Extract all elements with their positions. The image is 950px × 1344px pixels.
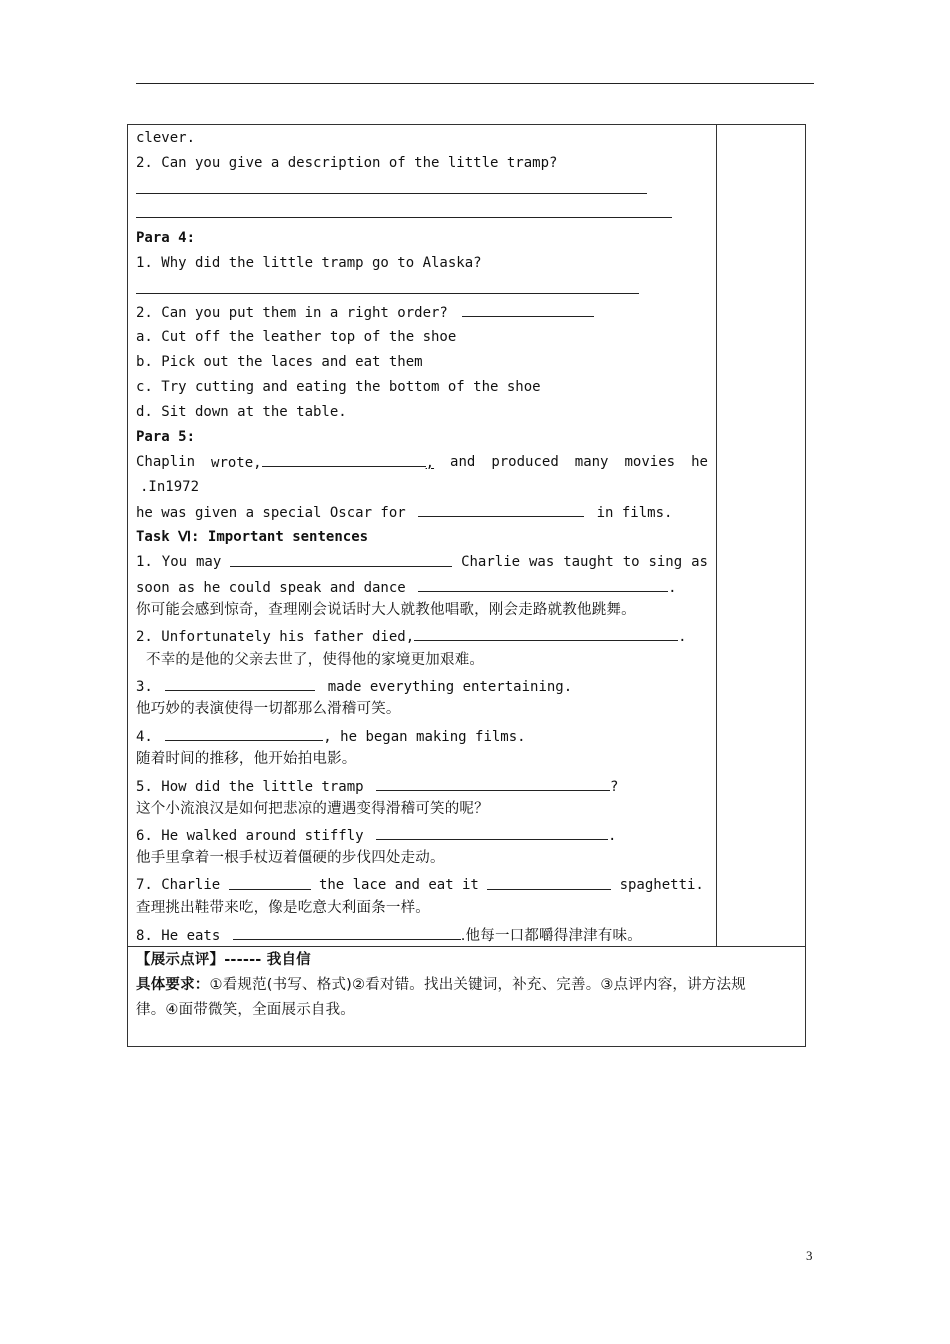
text: made everything entertaining.	[327, 679, 573, 695]
text: soon as he could speak and dance	[136, 580, 406, 596]
sentence-6	[136, 826, 616, 845]
word: was	[529, 554, 555, 570]
para5-line-1	[136, 453, 708, 472]
text: 5. How did the little tramp	[136, 779, 364, 795]
word-group	[211, 453, 434, 472]
text: 8. He eats	[136, 928, 221, 944]
fill-blank[interactable]	[165, 677, 315, 691]
requirements-text: ①看规范(书写、格式)②看对错。找出关键词，补充、完善。③点评内容，讲方法规	[209, 977, 746, 993]
text: , he began making films.	[323, 729, 526, 745]
text: 6. He walked around stiffly	[136, 828, 364, 844]
text: 4.	[136, 729, 153, 745]
sentence-7-translation: 查理挑出鞋带来吃，像是吃意大利面条一样。	[136, 900, 430, 916]
answer-line[interactable]	[136, 293, 639, 294]
word: Charlie	[161, 877, 221, 893]
sentence-1-line-1	[136, 553, 708, 571]
sentence-3	[136, 677, 572, 696]
para4-heading: Para 4:	[136, 230, 196, 246]
para4-question-1: 1. Why did the little tramp go to Alaska?	[136, 255, 482, 271]
word: eat	[428, 877, 454, 893]
option-b: b. Pick out the laces and eat them	[136, 354, 423, 370]
review-requirements-line-2: 律。④面带微笑，全面展示自我。	[136, 1002, 355, 1018]
sentence-1-line-2	[136, 578, 677, 597]
sentence-8	[136, 926, 642, 945]
fill-blank[interactable]	[229, 876, 311, 890]
text: in films.	[596, 505, 673, 521]
word: Charlie	[461, 554, 521, 570]
word: You	[161, 554, 188, 570]
sentence-7	[136, 876, 704, 894]
word: may	[195, 554, 222, 570]
para3-question-2: 2. Can you give a description of the little tramp?	[136, 155, 558, 171]
fill-blank[interactable]	[165, 727, 323, 741]
sentence-5	[136, 777, 618, 796]
page-number: 3	[806, 1248, 813, 1263]
word: taught	[563, 554, 614, 570]
word: ,	[425, 455, 435, 471]
sentence-3-translation: 他巧妙的表演使得一切都那么滑稽可笑。	[136, 701, 401, 717]
word: to	[622, 554, 640, 570]
task6-heading: Task Ⅵ: Important sentences	[136, 529, 369, 545]
requirements-label: 具体要求：	[136, 977, 210, 993]
text: .	[678, 629, 687, 645]
fill-blank[interactable]	[233, 926, 461, 940]
word: 1.	[136, 554, 153, 570]
para4-question-2	[136, 303, 594, 322]
word: sing	[648, 554, 683, 570]
word: the	[318, 877, 345, 893]
fill-blank[interactable]	[418, 578, 668, 592]
fill-blank[interactable]	[376, 777, 610, 791]
review-requirements-line-1	[136, 976, 746, 994]
para3-tail: clever.	[136, 130, 196, 146]
text: 3.	[136, 679, 153, 695]
answer-line[interactable]	[136, 217, 672, 218]
word: he	[691, 454, 708, 470]
word: wrote,	[211, 455, 262, 471]
fill-blank[interactable]	[487, 876, 611, 890]
answer-line[interactable]	[136, 193, 647, 194]
text: .	[668, 580, 677, 596]
text: ?	[610, 779, 619, 795]
text: he was given a special Oscar for	[136, 505, 406, 521]
word: many	[574, 454, 609, 470]
review-row-divider	[127, 946, 806, 947]
sentence-4	[136, 727, 526, 746]
order-answer-blank[interactable]	[462, 303, 594, 317]
option-d: d. Sit down at the table.	[136, 404, 347, 420]
para5-line-2: .In1972	[140, 479, 200, 495]
notes-column-divider	[716, 124, 717, 946]
word: as	[691, 554, 708, 570]
para5-heading: Para 5:	[136, 429, 196, 445]
word: 7.	[136, 877, 153, 893]
sentence-2-translation: 不幸的是他的父亲去世了，使得他的家境更加艰难。	[146, 652, 485, 668]
text: 2. Unfortunately his father died,	[136, 629, 415, 645]
review-title: 【展示点评】------ 我自信	[136, 952, 311, 968]
para5-line-3	[136, 503, 672, 522]
sentence-8-translation: .他每一口都嚼得津津有味。	[460, 928, 642, 944]
word: movies	[624, 454, 676, 470]
sentence-1-translation: 你可能会感到惊奇，查理刚会说话时大人就教他唱歌，刚会走路就教他跳舞。	[136, 602, 636, 618]
word: spaghetti.	[619, 877, 704, 893]
word: produced	[491, 454, 559, 470]
word: it	[462, 877, 479, 893]
fill-blank[interactable]	[418, 503, 584, 517]
sentence-6-translation: 他手里拿着一根手杖迈着僵硬的步伐四处走动。	[136, 850, 445, 866]
word: and	[450, 454, 476, 470]
text: .	[608, 828, 617, 844]
word: lace	[352, 877, 387, 893]
option-c: c. Try cutting and eating the bottom of the shoe	[136, 379, 541, 395]
header-rule	[136, 83, 814, 84]
sentence-4-translation: 随着时间的推移，他开始拍电影。	[136, 751, 357, 767]
fill-blank[interactable]	[414, 627, 678, 641]
question-text: 2. Can you put them in a right order?	[136, 305, 448, 321]
sentence-2	[136, 627, 687, 646]
fill-blank[interactable]	[376, 826, 608, 840]
fill-blank[interactable]	[230, 553, 452, 567]
fill-blank[interactable]	[262, 453, 426, 467]
sentence-5-translation: 这个小流浪汉是如何把悲凉的遭遇变得滑稽可笑的呢？	[136, 801, 489, 817]
option-a: a. Cut off the leather top of the shoe	[136, 329, 457, 345]
word: and	[394, 877, 420, 893]
word: Chaplin	[136, 454, 196, 470]
